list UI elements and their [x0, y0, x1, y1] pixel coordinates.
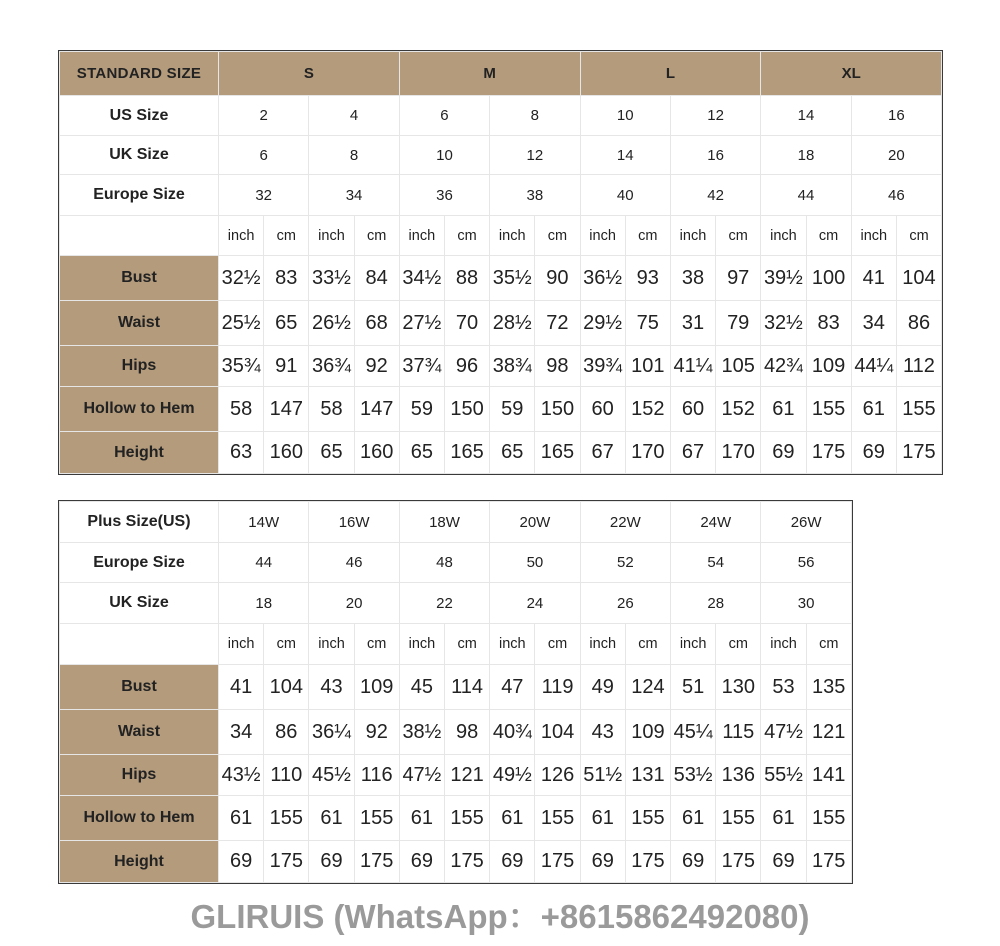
measure-label-waist: Waist — [60, 710, 219, 755]
measure-value-cell: 126 — [535, 755, 580, 796]
unit-label-inch: inch — [490, 624, 535, 665]
measure-value-cell: 61 — [490, 796, 535, 841]
measure-value-cell: 69 — [309, 841, 354, 883]
size-value-cell: 8 — [490, 96, 580, 136]
measure-value-cell: 165 — [535, 432, 580, 474]
measure-value-cell: 42¾ — [761, 346, 806, 387]
contact-watermark: GLIRUIS (WhatsApp：+8615862492080) — [190, 898, 810, 935]
measure-value-cell: 45½ — [309, 755, 354, 796]
measure-value-cell: 72 — [535, 301, 580, 346]
unit-row — [60, 624, 852, 665]
size-value-cell: 36 — [399, 175, 489, 216]
measure-value-cell: 101 — [625, 346, 670, 387]
measure-value-cell: 155 — [716, 796, 761, 841]
measure-value-cell: 160 — [264, 432, 309, 474]
measure-value-cell: 45 — [399, 665, 444, 710]
unit-row-blank — [60, 624, 219, 665]
measure-row-height — [60, 841, 852, 883]
measure-value-cell: 38½ — [399, 710, 444, 755]
size-group-header-row — [60, 52, 942, 96]
measure-value-cell: 44¼ — [851, 346, 896, 387]
size-value-cell: 22W — [580, 502, 670, 543]
measure-value-cell: 69 — [399, 841, 444, 883]
unit-label-inch: inch — [580, 624, 625, 665]
size-value-cell: 30 — [761, 583, 851, 624]
size-row-uk-size — [60, 136, 942, 175]
measure-value-cell: 59 — [490, 387, 535, 432]
measure-label-hollow-to-hem: Hollow to Hem — [60, 796, 219, 841]
size-value-cell: 6 — [219, 136, 309, 175]
measure-value-cell: 49 — [580, 665, 625, 710]
measure-value-cell: 110 — [264, 755, 309, 796]
measure-value-cell: 69 — [580, 841, 625, 883]
measure-value-cell: 51½ — [580, 755, 625, 796]
measure-value-cell: 170 — [625, 432, 670, 474]
measure-value-cell: 61 — [219, 796, 264, 841]
measure-value-cell: 109 — [625, 710, 670, 755]
size-row-uk-size — [60, 583, 852, 624]
measure-row-bust — [60, 665, 852, 710]
measure-value-cell: 60 — [580, 387, 625, 432]
measure-value-cell: 96 — [444, 346, 489, 387]
measure-value-cell: 38¾ — [490, 346, 535, 387]
measure-value-cell: 61 — [580, 796, 625, 841]
unit-label-inch: inch — [490, 216, 535, 256]
measure-value-cell: 86 — [264, 710, 309, 755]
measure-value-cell: 34 — [219, 710, 264, 755]
measure-value-cell: 28½ — [490, 301, 535, 346]
measure-value-cell: 49½ — [490, 755, 535, 796]
size-row-plus-size-us — [60, 502, 852, 543]
measure-value-cell: 141 — [806, 755, 851, 796]
measure-value-cell: 31 — [670, 301, 715, 346]
measure-value-cell: 98 — [535, 346, 580, 387]
size-value-cell: 18 — [219, 583, 309, 624]
measure-value-cell: 105 — [716, 346, 761, 387]
unit-label-inch: inch — [309, 624, 354, 665]
measure-value-cell: 150 — [535, 387, 580, 432]
measure-value-cell: 47 — [490, 665, 535, 710]
measure-value-cell: 175 — [625, 841, 670, 883]
unit-label-cm: cm — [716, 216, 761, 256]
measure-value-cell: 135 — [806, 665, 851, 710]
size-row-us-size — [60, 96, 942, 136]
measure-value-cell: 104 — [264, 665, 309, 710]
measure-value-cell: 97 — [716, 256, 761, 301]
measure-value-cell: 109 — [354, 665, 399, 710]
measure-label-hollow-to-hem: Hollow to Hem — [60, 387, 219, 432]
measure-value-cell: 155 — [625, 796, 670, 841]
measure-label-bust: Bust — [60, 665, 219, 710]
measure-value-cell: 170 — [716, 432, 761, 474]
measure-value-cell: 121 — [806, 710, 851, 755]
unit-label-cm: cm — [716, 624, 761, 665]
size-value-cell: 54 — [671, 543, 761, 583]
measure-value-cell: 114 — [445, 665, 490, 710]
row-label-europe-size: Europe Size — [60, 175, 219, 216]
measure-value-cell: 41¼ — [670, 346, 715, 387]
size-group-xl: XL — [761, 52, 942, 96]
measure-value-cell: 175 — [806, 432, 851, 474]
measure-value-cell: 86 — [896, 301, 941, 346]
size-value-cell: 10 — [580, 96, 670, 136]
unit-label-inch: inch — [670, 216, 715, 256]
measure-value-cell: 61 — [761, 387, 806, 432]
measure-value-cell: 34½ — [399, 256, 444, 301]
measure-value-cell: 152 — [625, 387, 670, 432]
measure-value-cell: 79 — [716, 301, 761, 346]
measure-value-cell: 155 — [806, 796, 851, 841]
unit-row-blank — [60, 216, 219, 256]
measure-value-cell: 39½ — [761, 256, 806, 301]
unit-label-cm: cm — [806, 216, 851, 256]
unit-label-inch: inch — [309, 216, 354, 256]
size-value-cell: 14 — [761, 96, 851, 136]
size-value-cell: 20 — [851, 136, 941, 175]
measure-value-cell: 33½ — [309, 256, 354, 301]
measure-value-cell: 37¾ — [399, 346, 444, 387]
measure-value-cell: 61 — [851, 387, 896, 432]
measure-value-cell: 65 — [490, 432, 535, 474]
size-value-cell: 14W — [219, 502, 309, 543]
measure-value-cell: 147 — [264, 387, 309, 432]
unit-label-cm: cm — [625, 624, 670, 665]
measure-value-cell: 119 — [535, 665, 580, 710]
size-value-cell: 8 — [309, 136, 399, 175]
size-value-cell: 44 — [219, 543, 309, 583]
measure-value-cell: 131 — [625, 755, 670, 796]
size-value-cell: 14 — [580, 136, 670, 175]
measure-value-cell: 155 — [354, 796, 399, 841]
size-value-cell: 20 — [309, 583, 399, 624]
measure-value-cell: 136 — [716, 755, 761, 796]
measure-value-cell: 53 — [761, 665, 806, 710]
measure-value-cell: 67 — [670, 432, 715, 474]
measure-value-cell: 93 — [625, 256, 670, 301]
measure-value-cell: 51 — [671, 665, 716, 710]
unit-label-cm: cm — [806, 624, 851, 665]
size-value-cell: 18 — [761, 136, 851, 175]
unit-label-cm: cm — [625, 216, 670, 256]
measure-value-cell: 121 — [445, 755, 490, 796]
measure-value-cell: 61 — [399, 796, 444, 841]
measure-value-cell: 88 — [444, 256, 489, 301]
measure-value-cell: 67 — [580, 432, 625, 474]
measure-value-cell: 175 — [716, 841, 761, 883]
measure-value-cell: 36¾ — [309, 346, 354, 387]
measure-value-cell: 124 — [625, 665, 670, 710]
measure-row-hips — [60, 346, 942, 387]
measure-value-cell: 25½ — [219, 301, 264, 346]
measure-value-cell: 36¼ — [309, 710, 354, 755]
unit-label-inch: inch — [399, 216, 444, 256]
size-value-cell: 48 — [399, 543, 489, 583]
unit-label-cm: cm — [444, 216, 489, 256]
measure-value-cell: 69 — [761, 841, 806, 883]
unit-label-inch: inch — [851, 216, 896, 256]
measure-value-cell: 58 — [219, 387, 264, 432]
unit-label-cm: cm — [354, 624, 399, 665]
measure-value-cell: 32½ — [761, 301, 806, 346]
measure-value-cell: 155 — [445, 796, 490, 841]
unit-label-cm: cm — [445, 624, 490, 665]
measure-value-cell: 104 — [535, 710, 580, 755]
unit-label-cm: cm — [896, 216, 941, 256]
measure-value-cell: 65 — [264, 301, 309, 346]
measure-value-cell: 43 — [580, 710, 625, 755]
size-value-cell: 34 — [309, 175, 399, 216]
size-value-cell: 18W — [399, 502, 489, 543]
measure-value-cell: 112 — [896, 346, 941, 387]
measure-value-cell: 83 — [264, 256, 309, 301]
measure-value-cell: 63 — [219, 432, 264, 474]
measure-value-cell: 109 — [806, 346, 851, 387]
measure-value-cell: 27½ — [399, 301, 444, 346]
measure-value-cell: 61 — [309, 796, 354, 841]
measure-row-height — [60, 432, 942, 474]
measure-value-cell: 90 — [535, 256, 580, 301]
measure-value-cell: 29½ — [580, 301, 625, 346]
measure-value-cell: 55½ — [761, 755, 806, 796]
measure-value-cell: 69 — [851, 432, 896, 474]
measure-row-hips — [60, 755, 852, 796]
measure-value-cell: 69 — [761, 432, 806, 474]
size-value-cell: 26 — [580, 583, 670, 624]
measure-value-cell: 75 — [625, 301, 670, 346]
measure-value-cell: 160 — [354, 432, 399, 474]
size-value-cell: 16W — [309, 502, 399, 543]
measure-value-cell: 26½ — [309, 301, 354, 346]
measure-value-cell: 38 — [670, 256, 715, 301]
measure-value-cell: 147 — [354, 387, 399, 432]
size-value-cell: 6 — [399, 96, 489, 136]
measure-value-cell: 155 — [535, 796, 580, 841]
measure-value-cell: 155 — [264, 796, 309, 841]
size-value-cell: 4 — [309, 96, 399, 136]
measure-value-cell: 175 — [806, 841, 851, 883]
measure-value-cell: 69 — [671, 841, 716, 883]
size-value-cell: 26W — [761, 502, 851, 543]
measure-row-hollow-to-hem — [60, 387, 942, 432]
measure-value-cell: 68 — [354, 301, 399, 346]
measure-value-cell: 65 — [309, 432, 354, 474]
measure-value-cell: 61 — [761, 796, 806, 841]
unit-label-inch: inch — [399, 624, 444, 665]
size-group-header-label: STANDARD SIZE — [60, 52, 219, 96]
measure-value-cell: 115 — [716, 710, 761, 755]
size-group-m: M — [399, 52, 580, 96]
measure-value-cell: 53½ — [671, 755, 716, 796]
measure-row-bust — [60, 256, 942, 301]
measure-value-cell: 43½ — [219, 755, 264, 796]
unit-label-inch: inch — [761, 216, 806, 256]
size-value-cell: 12 — [670, 96, 760, 136]
measure-value-cell: 165 — [444, 432, 489, 474]
measure-value-cell: 92 — [354, 346, 399, 387]
size-group-s: S — [219, 52, 400, 96]
measure-value-cell: 59 — [399, 387, 444, 432]
measure-value-cell: 69 — [219, 841, 264, 883]
measure-value-cell: 175 — [445, 841, 490, 883]
size-value-cell: 46 — [851, 175, 941, 216]
size-value-cell: 52 — [580, 543, 670, 583]
unit-label-inch: inch — [671, 624, 716, 665]
size-value-cell: 38 — [490, 175, 580, 216]
unit-label-inch: inch — [219, 216, 264, 256]
size-value-cell: 56 — [761, 543, 851, 583]
unit-label-inch: inch — [761, 624, 806, 665]
measure-value-cell: 69 — [490, 841, 535, 883]
measure-value-cell: 65 — [399, 432, 444, 474]
unit-label-cm: cm — [535, 216, 580, 256]
measure-value-cell: 35½ — [490, 256, 535, 301]
measure-label-hips: Hips — [60, 755, 219, 796]
measure-value-cell: 130 — [716, 665, 761, 710]
measure-value-cell: 84 — [354, 256, 399, 301]
measure-value-cell: 175 — [896, 432, 941, 474]
row-label-us-size: US Size — [60, 96, 219, 136]
measure-value-cell: 36½ — [580, 256, 625, 301]
measure-value-cell: 104 — [896, 256, 941, 301]
size-value-cell: 16 — [851, 96, 941, 136]
measure-value-cell: 98 — [445, 710, 490, 755]
unit-row — [60, 216, 942, 256]
size-value-cell: 42 — [670, 175, 760, 216]
size-value-cell: 40 — [580, 175, 670, 216]
row-label-plus-size-us: Plus Size(US) — [60, 502, 219, 543]
measure-label-height: Height — [60, 432, 219, 474]
size-row-europe-size — [60, 175, 942, 216]
measure-value-cell: 60 — [670, 387, 715, 432]
unit-label-inch: inch — [219, 624, 264, 665]
plus-size-table — [59, 501, 852, 883]
measure-value-cell: 175 — [264, 841, 309, 883]
measure-value-cell: 40¾ — [490, 710, 535, 755]
measure-value-cell: 45¼ — [671, 710, 716, 755]
unit-label-cm: cm — [264, 216, 309, 256]
unit-label-cm: cm — [354, 216, 399, 256]
size-value-cell: 16 — [670, 136, 760, 175]
row-label-uk-size: UK Size — [60, 136, 219, 175]
size-value-cell: 10 — [399, 136, 489, 175]
measure-label-height: Height — [60, 841, 219, 883]
size-value-cell: 2 — [219, 96, 309, 136]
size-row-europe-size — [60, 543, 852, 583]
size-value-cell: 32 — [219, 175, 309, 216]
measure-value-cell: 39¾ — [580, 346, 625, 387]
size-value-cell: 50 — [490, 543, 580, 583]
measure-value-cell: 116 — [354, 755, 399, 796]
measure-value-cell: 47½ — [399, 755, 444, 796]
measure-value-cell: 61 — [671, 796, 716, 841]
measure-value-cell: 175 — [354, 841, 399, 883]
measure-value-cell: 92 — [354, 710, 399, 755]
size-value-cell: 24W — [671, 502, 761, 543]
measure-value-cell: 100 — [806, 256, 851, 301]
row-label-uk-size: UK Size — [60, 583, 219, 624]
size-value-cell: 20W — [490, 502, 580, 543]
unit-label-inch: inch — [580, 216, 625, 256]
size-value-cell: 22 — [399, 583, 489, 624]
measure-value-cell: 91 — [264, 346, 309, 387]
measure-value-cell: 152 — [716, 387, 761, 432]
size-group-l: L — [580, 52, 761, 96]
measure-label-waist: Waist — [60, 301, 219, 346]
row-label-europe-size: Europe Size — [60, 543, 219, 583]
measure-label-hips: Hips — [60, 346, 219, 387]
unit-label-cm: cm — [535, 624, 580, 665]
size-value-cell: 24 — [490, 583, 580, 624]
measure-value-cell: 70 — [444, 301, 489, 346]
measure-row-hollow-to-hem — [60, 796, 852, 841]
standard-size-table — [59, 51, 942, 474]
measure-value-cell: 34 — [851, 301, 896, 346]
size-value-cell: 28 — [671, 583, 761, 624]
measure-value-cell: 175 — [535, 841, 580, 883]
measure-value-cell: 83 — [806, 301, 851, 346]
measure-value-cell: 47½ — [761, 710, 806, 755]
measure-row-waist — [60, 710, 852, 755]
unit-label-cm: cm — [264, 624, 309, 665]
measure-value-cell: 35¾ — [219, 346, 264, 387]
measure-value-cell: 150 — [444, 387, 489, 432]
measure-value-cell: 32½ — [219, 256, 264, 301]
size-value-cell: 44 — [761, 175, 851, 216]
measure-value-cell: 155 — [806, 387, 851, 432]
measure-value-cell: 155 — [896, 387, 941, 432]
measure-label-bust: Bust — [60, 256, 219, 301]
measure-row-waist — [60, 301, 942, 346]
measure-value-cell: 41 — [851, 256, 896, 301]
size-value-cell: 46 — [309, 543, 399, 583]
measure-value-cell: 41 — [219, 665, 264, 710]
size-value-cell: 12 — [490, 136, 580, 175]
measure-value-cell: 58 — [309, 387, 354, 432]
measure-value-cell: 43 — [309, 665, 354, 710]
